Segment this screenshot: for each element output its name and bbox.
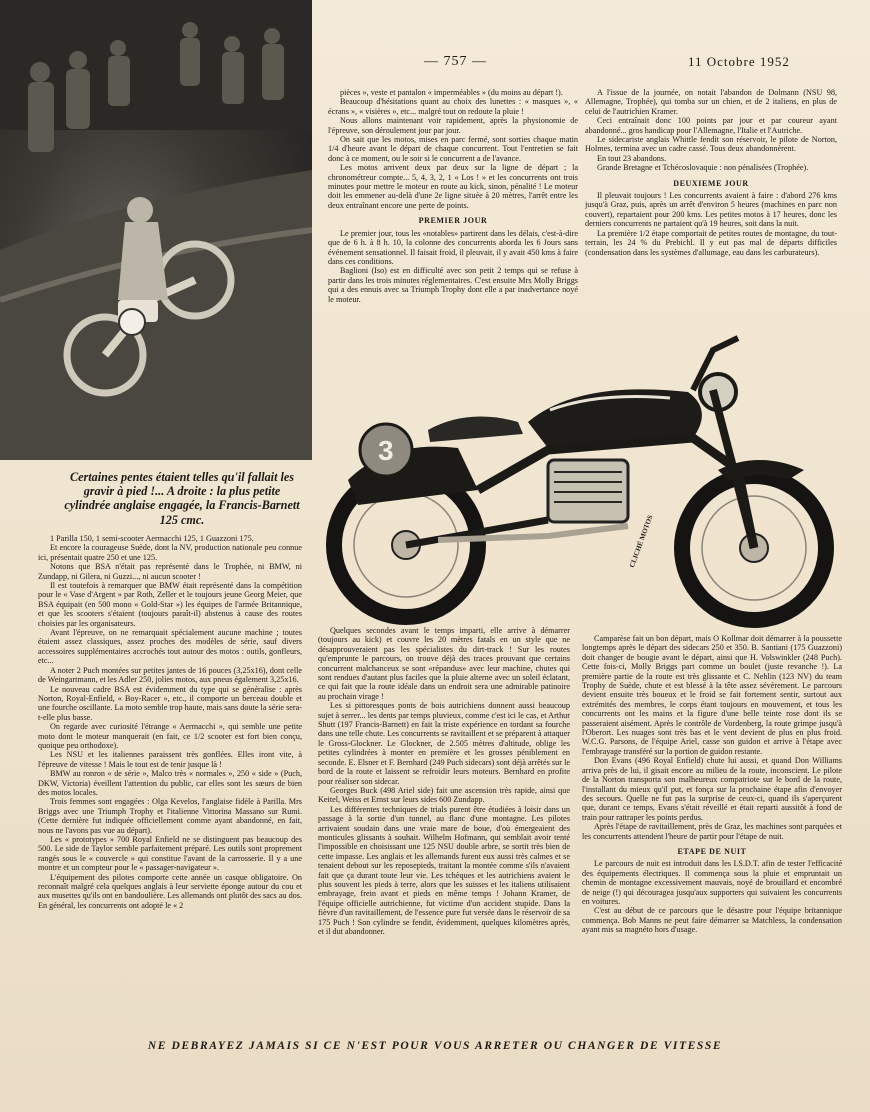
paragraph: Les différentes techniques de trials purent être étudiées à loisir dans un passage à la sortie d'un tunnel, au flanc d'une montagne. Les pilotes arrivaient soudain dans une vraie mare de boue, d'où émergeaient des monticules glissants à souhait. Wilhelm Hofmann, qui semblait avoir tenté l'impossible en choisissant une 125 NSU double arbre, se sortit très bien de cette impasse. Les anglais et les allemands furent eux aussi très calmes et se tenaient debout sur les reposepieds, traitant la montée comme s'ils n'avaient fait que ça durant toute leur vie. Les tchèques et les autrichiens avaient le plus souvent les pieds à terre, alors que les suisses et les italiens utilisaient embrayage, frein avant et pieds en même temps ! Johann Kramer, de l'équipe officielle autrichienne, fut victime d'un accident stupide. Dans la fièvre d'un ravitaillement, de l'essence pure fut versée dans le réservoir de sa 175 Puch ! Son cylindre se fendit, évidemment, quelques kilomètres après, et il dut abandonner. [318,804,570,936]
paragraph: Le premier jour, tous les «notables» partirent dans les délais, c'est-à-dire que de 6 h. à 8 h. 10, la colonne des concurrents aborda les 6 Jours sans événement sensationnel. Il faisait froid, il pleuvait, il y avait 450 kms à faire dans ces conditions. [328,228,578,266]
paragraph: A l'issue de la journée, on notait l'abandon de Dolmann (NSU 98, Allemagne, Trophée), qui tomba sur un chien, et de 2 italiens, en plus de celui de l'autrichien Kramer. [585,88,837,116]
paragraph: Le nouveau cadre BSA est évidemment du type qui se généralise : après Norton, Royal-Enfield, « Boy-Racer », etc., il comporte un berceau double et une fourche oscillante. La moto semble trop haute, mais sans doute la série sera-t-elle plus basse. [38,684,302,722]
paragraph: Il pleuvait toujours ! Les concurrents avaient à faire : d'abord 276 kms jusqu'à Graz, puis, après un arrêt d'environ 5 heures (machines en parc non couvert), repartaient pour 200 kms. Les petites motos à 17 heures, donc les derniers concurrents ne partaient qu'à 19 heures, soit dans la nuit. [585,191,837,229]
column-center-bottom [318,626,570,1034]
section-heading-deuxieme-jour: DEUXIEME JOUR [673,178,749,188]
saddle [428,417,523,442]
photo-hillclimb [0,0,312,460]
photo-credit: CLICHÉ MOTOS [628,514,655,569]
photo-hillclimb-illustration [0,0,312,460]
column-left-bottom [38,534,302,1034]
paragraph: Le sidecariste anglais Whittle fendit son réservoir, le pilote de Norton, Holmes, termina avec un cadre cassé. Tous deux abandonnèrent. [585,135,837,154]
paragraph: Il est toutefois à remarquer que BMW était représenté dans la compétition pour le « Vase d'Argent » par Roth, Zeller et le toujours jeune Georg Meier, que BSA équipait (en 500 mono « Gold-Star ») les équipes de l'armée Britannique, et que les scooters s'étaient (toujours paraît-il) abstenus à cause des routes choisies par les organisateurs. [38,581,302,628]
paragraph: BMW au ronron « de série », Malco très « normales », 250 « side » (Puch, DKW, Victoria) éveillent l'attention du public, car elles sont les sœurs de bien des motos locales. [38,769,302,797]
paragraph: Les motos arrivent deux par deux sur la ligne de départ ; la chronométreur compte... 5, 4, 3, 2, 1 « Los ! » et les concurrents ont trois minutes pour mettre le moteur en route au kick, sinon, pénalité ! Le moteur doit les emmener au-delà d'une 2e ligne située à 20 mètres, l'arrêt entre les deux entraînant encore une perte de points. [328,163,578,210]
paragraph: Trois femmes sont engagées : Olga Kevelos, l'anglaise fidèle à Parilla. Mrs Briggs avec une Triumph Trophy et l'italienne Vittorina Massano sur Rumi. (Cette dernière fut indiquée officiellement comme ayant abandonné, en fait, nous ne l'avons pas vue au départ). [38,797,302,835]
paragraph: Après l'étape de ravitaillement, près de Graz, les machines sont parquées et les concurrents attendent l'heure de partir pour l'étape de nuit. [582,822,842,841]
paragraph: L'équipement des pilotes comporte cette année un casque obligatoire. On reconnaît malgré cela quelques anglais à leur serviette éponge autour du cou et aux musettes qu'ils ont en bandoulière. Les allemands ont plutôt des sacs au dos. En général, les concurrents ont adopté le « 2 [38,872,302,910]
motorcycle-illustration [318,330,870,630]
paragraph: En tout 23 abandons. [597,153,667,163]
photo-francis-barnett [318,330,870,630]
column-right-bottom [582,634,842,1034]
section-heading-etape-de-nuit: ETAPE DE NUIT [677,846,747,856]
column-center-top [328,88,578,336]
paragraph: Les « prototypes » 700 Royal Enfield ne se distinguent pas beaucoup des 500. Le side de Taylor semble parfaitement préparé. Les outils sont proprement rangés sous le « couvercle » qui constitue l'avant de la carrosserie. Il y a une montre et un compteur pour le « passager-navigateur ». [38,835,302,873]
page-footer-slogan: NE DEBRAYEZ JAMAIS SI CE N'EST POUR VOUS ARRETER OU CHANGER DE VITESSE [147,1040,723,1052]
paragraph: La première 1/2 étape comportait de petites routes de montagne, du tout-terrain, les 24 % du Prebichl. Il y eut pas mal de départs difficiles (condensation dans les systèmes d'allumage, eau dans les carburateurs). [585,228,837,257]
paragraph: pièces », veste et pantalon « imperméables » (du moins au départ !). [340,88,563,97]
paragraph: Beaucoup d'hésitations quant au choix des lunettes : « masques », « écrans », « visières », etc... malgré tout on redoute la pluie ! [328,97,578,116]
paragraph: Avant l'épreuve, on ne remarquait spécialement aucune machine ; toutes étaient assez classiques, assez proches des modèles de série, sauf divers accessoires supplémentaires accrochés tout autour des motos : outils, gonfleurs, etc... [38,628,302,666]
column-right-top [585,88,837,320]
page-number: — 757 — [424,54,487,69]
paragraph: On sait que les motos, mises en parc fermé, sont sorties chaque matin 1/4 d'heure avant le départ de chaque concurrent. Tout l'entretien se fait donc à ce moment, ou le soir si le concurrent a de l'avance. [328,135,578,163]
paragraph: Don Evans (496 Royal Enfield) chute lui aussi, et quand Don Williams arriva près de lui, il gisait encore au milieu de la route, inconscient. Le pilote de la Norton transporta son malheureux compatriote sur le bord de la route, l'installant du mieux qu'il put, et fonça sur la prochaine étape afin d'envoyer des secours. Quelle ne fut pas la surprise de ceux-ci, quand ils s'aperçurent que, durant ce temps, Evans s'était réveillé et était reparti aussitôt à fond de train pour rattraper les points perdus. [582,756,842,822]
paragraph: Georges Buck (498 Ariel side) fait une ascension très rapide, ainsi que Keitel, Weiss et Ernst sur leurs sides 600 Zundapp. [318,785,570,805]
section-heading-premier-jour: PREMIER JOUR [418,216,488,226]
paragraph: Et encore la courageuse Suède, dont la NV, production nationale peu connue ici, présentait quatre 250 et une 125. [38,543,302,562]
paragraph: Ceci entraînait donc 100 points par jour et par coureur ayant abandonné... gros handicap pour l'Allemagne, l'Italie et l'Autriche. [585,116,837,135]
paragraph: Grande Bretagne et Tchécoslovaquie : non pénalisées (Trophée). [597,163,809,173]
photo-caption: Certaines pentes étaient telles qu'il fallait les gravir à pied !... A droite : la plus petite cylindrée anglaise engagée, la Francis-Barnett 125 cmc. [64,470,300,527]
paragraph: Le parcours de nuit est introduit dans les I.S.D.T. afin de tester l'efficacité des équipements électriques. Il commença sous la pluie et empruntait un chemin de montagne excessivement mauvais, noyé de brouillard et encombré de neige (!) qui découragea jusqu'aux supporters qui suivaient les concurrents en voitures. [582,859,842,906]
paragraph: Les NSU et les italiennes paraissent très gonflées. Elles iront vite, à l'épreuve de vitesse ! Mais le tout est de tenir jusque là ! [38,750,302,769]
svg-text:3: 3 [378,435,394,466]
issue-date: 11 Octobre 1952 [688,54,790,69]
paragraph: Notons que BSA n'était pas représenté dans le Trophée, ni BMW, ni Zundapp, ni Gilera, ni Guzzi..., ni aucun scooter ! [38,562,302,581]
paragraph: Baglioni (Iso) est en difficulté avec son petit 2 temps qui se refuse à partir dans les trois minutes réglementaires. C'est ensuite Mrs Molly Briggs qui a des ennuis avec sa Triumph Trophy dont elle a par inadvertance noyé le moteur. [328,266,578,304]
paragraph: Les si pittoresques ponts de bois autrichiens donnent aussi beaucoup sujet à serrer... les dents par temps pluvieux, comme c'est ici le cas, et Arthur Shutt (197 Francis-Barnett) en fait la triste expérience en tordant sa fourche dans une telle chute. Les concurrents se ravitaillent et se préparent à attaquer le Gross-Glockner. Le Glockner, de 2.505 mètres d'altitude, oblige les petites cylindrées à monter en première et les grosses péniblement en seconde. E. Elsner et F. Bernhard (249 Puch sidecars) sont déjà arrêtés sur le bord de la route et laissent se refroidir leurs moteurs. Bernhard en profite pour réaliser son sidecar. [318,701,570,786]
paragraph: C'est au début de ce parcours que le désastre pour l'équipe britannique commença. Bob Manns ne peut faire démarrer sa Matchless, la condensation ayant mis sa magnéto hors d'usage. [582,906,842,935]
paragraph: A noter 2 Puch montées sur petites jantes de 16 pouces (3,25x16), dont celle de Weingartmann, et les Adler 250, jolies motos, aux pneus également 3,25x16. [38,665,302,685]
paragraph: Camparèse fait un bon départ, mais O Kollmar doit démarrer à la poussette longtemps après le départ des sidecars 250 et 350. B. Santiani (175 Guazzoni) doit changer de bougie avant le départ, ainsi que H. Volswinkler (248 Puch). Cette fois-ci, Molly Briggs part comme un boulet (juste revanche !). La première partie de la route est très glissante et C. Nehlin (123 NV) du team Trophy de Suède, chute et est blessé à la tête assez sévèrement. Le parcours devient ensuite très boueux et le froid se fait fortement sentir, surtout aux extrémités des membres, le corps étant toujours en mouvement, et tous les concurrents ont les mains et la figure d'une belle teinte rose dont ils se passeraient aisément. Après le contrôle de Vordenberg, la route grimpe jusqu'à l'Oberort. Les nuages sont très bas et le vent devient de plus en plus froid. W.C.G. Parsons, de l'équipe Ariel, casse son guidon et arrive à l'étape avec l'embrayage transféré sur la portion de guidon restante. [582,634,842,756]
paragraph: Quelques secondes avant le temps imparti, elle arrive à démarrer (toujours au kick) et couvre les 20 mètres fatals en un style que ne désapprouveraient pas les spécialistes du dirt-track ! Sur les routes qu'emprunte le parcours, on trouve déjà des traces prouvant que certains concurrent malchanceux se sont «répandus» avec leur machine, chutes qui sont rendues d'autant plus faciles que la pluie alterne avec un soleil éclatant, ce qui fait que la route idéale dans un endroit sera une admirable patinoire au prochain virage ! [318,626,570,701]
paragraph: 1 Parilla 150, 1 semi-scooter Aermacchi 125, 1 Guazzoni 175. [50,534,254,543]
paragraph: On regarde avec curiosité l'étrange « Aermacchi », qui semble une petite moto dont le moteur manquerait (en fait, ce 1/2 scooter est fort bien conçu, quoique peu orthodoxe). [38,722,302,750]
paragraph: Nous allons maintenant voir rapidement, après la physionomie de l'épreuve, son déroulement jour par jour. [328,116,578,135]
